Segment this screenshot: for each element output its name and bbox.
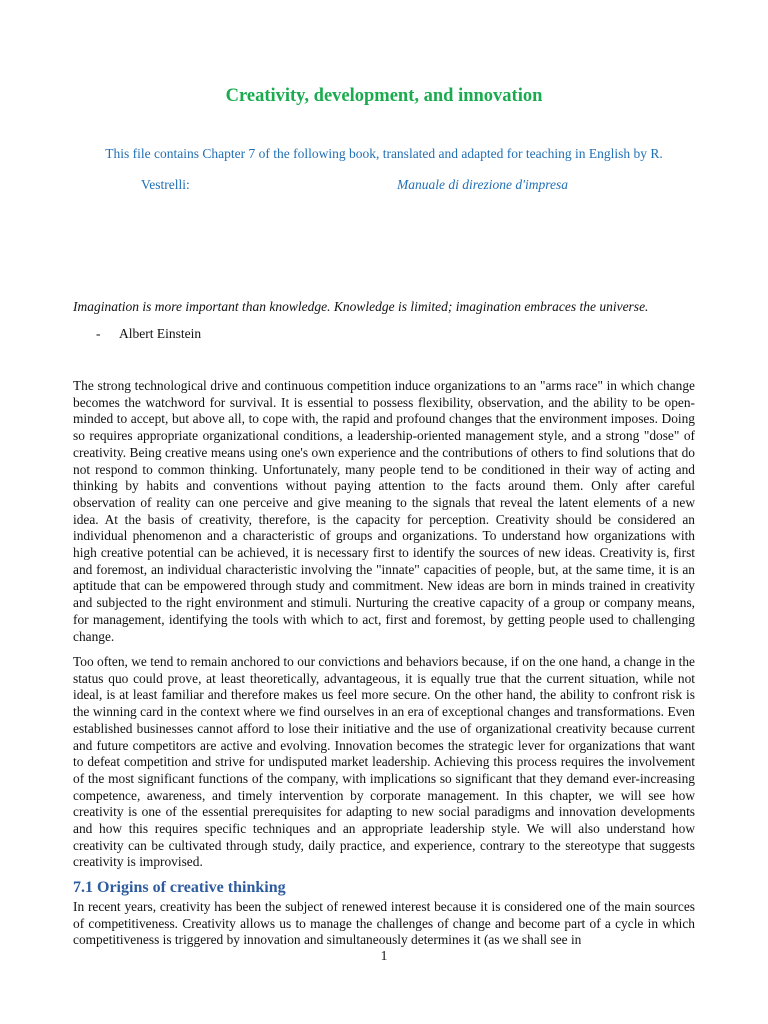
section-paragraph: In recent years, creativity has been the subject of renewed interest because it is considered one of the main sources of competitiveness. Creativity allows us to manage the challenges of change and become part of a cycle in which competitiveness is triggered by innovation and simultaneously determines it (as we shall see in <box>73 899 695 948</box>
source-book-title: Manuale di direzione d'impresa <box>397 177 568 192</box>
epigraph-author-name: Albert Einstein <box>119 326 202 341</box>
body-paragraph: The strong technological drive and continuous competition induce organizations to an "arms race" in which change becomes the watchword for survival. It is essential to possess flexibility, observation, and the ability to be open-minded to accept, but above all, to cope with, the rapid and profound changes that the environment imposes. Doing so requires appropriate organizational conditions, a leadership-oriented management style, and a strong "dose" of creativity. Being creative means using one's own experience and the contributions of others to find solutions that do not respond to common thinking. Unfortunately, many people tend to be conditioned in their way of acting and thinking by habits and conventions without paying attention to the facts around them. Only after careful observation of reality can one perceive and give meaning to the signals that reveal the latent elements of a new idea. At the basis of creativity, therefore, is the capacity for perception. Creativity should be considered an individual phenomenon and a characteristic of groups and organizations. To understand how organizations with high creative potential can be achieved, it is necessary first to identify the sources of new ideas. Creativity is, first and foremost, an individual characteristic involving the "innate" capacities of people, but, at the same time, it is an aptitude that can be empowered through study and commitment. New ideas are born in minds trained in creativity and subjected to the right environment and stimuli. Nurturing the creative capacity of a group or company means, for management, identifying the tools with which to act, first and foremost, by getting people used to challenging change. <box>73 378 695 644</box>
source-note-book <box>141 177 701 193</box>
source-author: Vestrelli: <box>141 177 190 192</box>
epigraph-dash: - <box>96 326 101 341</box>
epigraph-author <box>96 326 201 342</box>
page-number: 1 <box>380 948 388 963</box>
section-heading: 7.1 Origins of creative thinking <box>73 879 286 896</box>
epigraph-quote: Imagination is more important than knowledge. Knowledge is limited; imagination embraces the universe. <box>73 299 649 314</box>
document-title: Creativity, development, and innovation <box>225 86 543 106</box>
source-note: This file contains Chapter 7 of the following book, translated and adapted for teaching in English by R. <box>105 146 663 161</box>
body-paragraph: Too often, we tend to remain anchored to our convictions and behaviors because, if on the one hand, a change in the status quo could prove, at least theoretically, advantageous, it is equally true that the current situation, while not ideal, is at least familiar and therefore makes us feel more secure. On the other hand, the ability to confront risk is the winning card in the context where we find ourselves in an era of exceptional changes and transformations. Even established businesses cannot afford to lose their initiative and the use of organizational creativity because current and future competitors are active and evolving. Innovation becomes the strategic lever for organizations that want to defeat competition and strive for undisputed market leadership. Achieving this process requires the involvement of the most significant functions of the company, with implications so significant that they demand ever-increasing competence, awareness, and timely intervention by corporate management. In this chapter, we will see how creativity is one of the essential prerequisites for adapting to new social paradigms and innovation developments and how this requires specific techniques and an appropriate leadership style. We will also understand how creativity can be cultivated through study, daily practice, and experience, contrary to the stereotype that suggests creativity is improvised. <box>73 654 695 870</box>
